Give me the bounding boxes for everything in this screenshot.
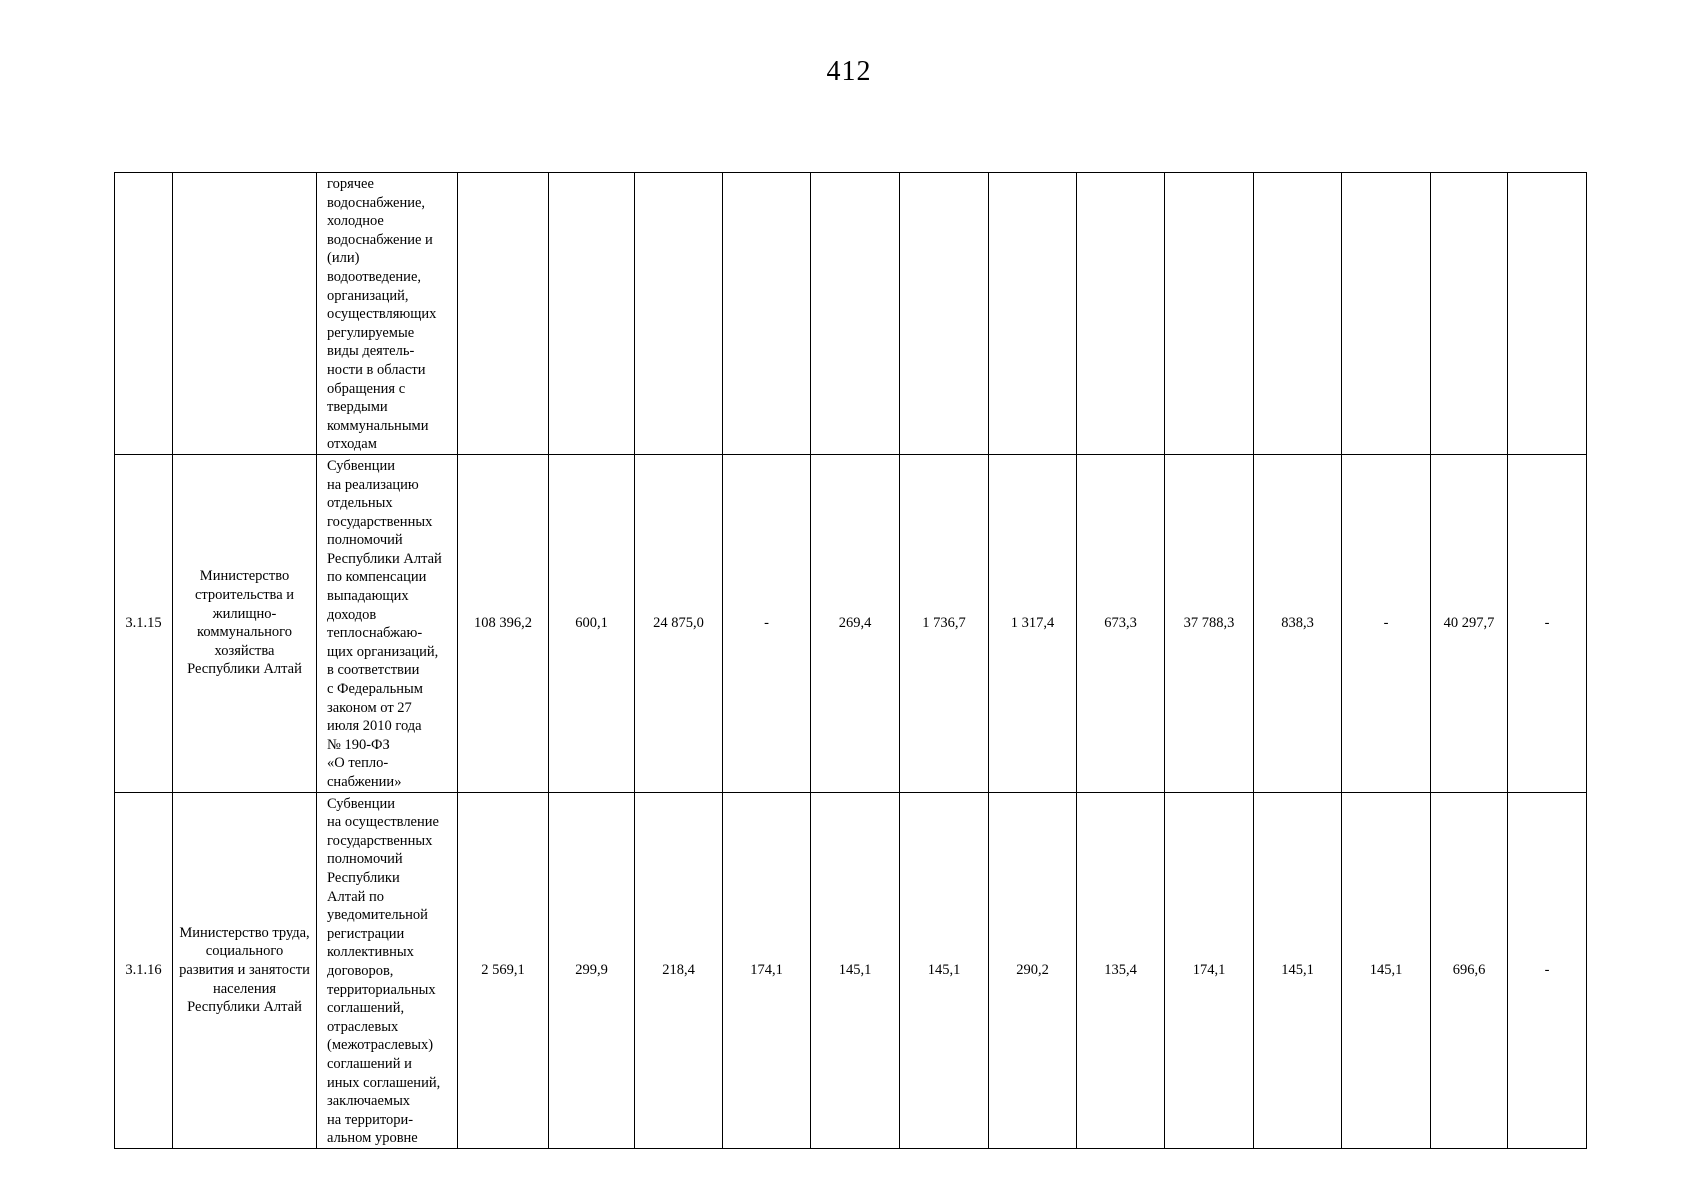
value-cell: - <box>723 454 811 792</box>
value-cell: 2 569,1 <box>458 792 549 1148</box>
value-cell: 145,1 <box>900 792 989 1148</box>
value-cell: 1 317,4 <box>989 454 1077 792</box>
value-cell: 145,1 <box>1342 792 1431 1148</box>
table-row <box>115 792 1587 1148</box>
value-cell: 299,9 <box>549 792 635 1148</box>
value-cell: 673,3 <box>1077 454 1165 792</box>
page-number: 412 <box>826 56 872 87</box>
value-cell <box>635 173 723 455</box>
row-code: 3.1.16 <box>115 792 173 1148</box>
value-cell: 24 875,0 <box>635 454 723 792</box>
row-description: горячее водоснабжение, холодное водоснабжение и (или) водоотведение, организаций, осуществляющих регулируемые виды деятель- ности в области обращения с твердыми коммунальными отходам <box>317 173 458 455</box>
row-description: Субвенции на осуществление государственных полномочий Республики Алтай по уведомительной регистрации коллективных договоров, территориальных соглашений, отраслевых (межотраслевых) соглашений и иных соглашений, заключаемых на территори- альном уровне <box>317 792 458 1148</box>
value-cell: 40 297,7 <box>1431 454 1508 792</box>
row-code <box>115 173 173 455</box>
value-cell: 37 788,3 <box>1165 454 1254 792</box>
value-cell: 269,4 <box>811 454 900 792</box>
value-cell: 290,2 <box>989 792 1077 1148</box>
value-cell: 600,1 <box>549 454 635 792</box>
row-organization: Министерство строительства и жилищно-коммунального хозяйства Республики Алтай <box>173 454 317 792</box>
value-cell <box>811 173 900 455</box>
table-row <box>115 173 1587 455</box>
value-cell: 218,4 <box>635 792 723 1148</box>
value-cell: 108 396,2 <box>458 454 549 792</box>
budget-table <box>114 172 1587 1149</box>
value-cell <box>458 173 549 455</box>
value-cell: 145,1 <box>1254 792 1342 1148</box>
value-cell: 135,4 <box>1077 792 1165 1148</box>
value-cell <box>1077 173 1165 455</box>
row-description: Субвенции на реализацию отдельных государственных полномочий Республики Алтай по компенсации выпадающих доходов теплоснабжаю- щих организаций, в соответствии с Федеральным законом от 27 июля 2010 года № 190-ФЗ «О тепло- снабжении» <box>317 454 458 792</box>
value-cell: 174,1 <box>723 792 811 1148</box>
value-cell <box>1165 173 1254 455</box>
value-cell: - <box>1342 454 1431 792</box>
value-cell: - <box>1508 454 1587 792</box>
value-cell: 1 736,7 <box>900 454 989 792</box>
value-cell: 696,6 <box>1431 792 1508 1148</box>
value-cell <box>1342 173 1431 455</box>
value-cell <box>549 173 635 455</box>
value-cell <box>900 173 989 455</box>
value-cell <box>1254 173 1342 455</box>
value-cell <box>1431 173 1508 455</box>
value-cell <box>1508 173 1587 455</box>
value-cell: - <box>1508 792 1587 1148</box>
table-row <box>115 454 1587 792</box>
value-cell: 174,1 <box>1165 792 1254 1148</box>
value-cell <box>723 173 811 455</box>
value-cell: 145,1 <box>811 792 900 1148</box>
row-organization <box>173 173 317 455</box>
row-code: 3.1.15 <box>115 454 173 792</box>
row-organization: Министерство труда, социального развития и занятости населения Республики Алтай <box>173 792 317 1148</box>
value-cell: 838,3 <box>1254 454 1342 792</box>
value-cell <box>989 173 1077 455</box>
